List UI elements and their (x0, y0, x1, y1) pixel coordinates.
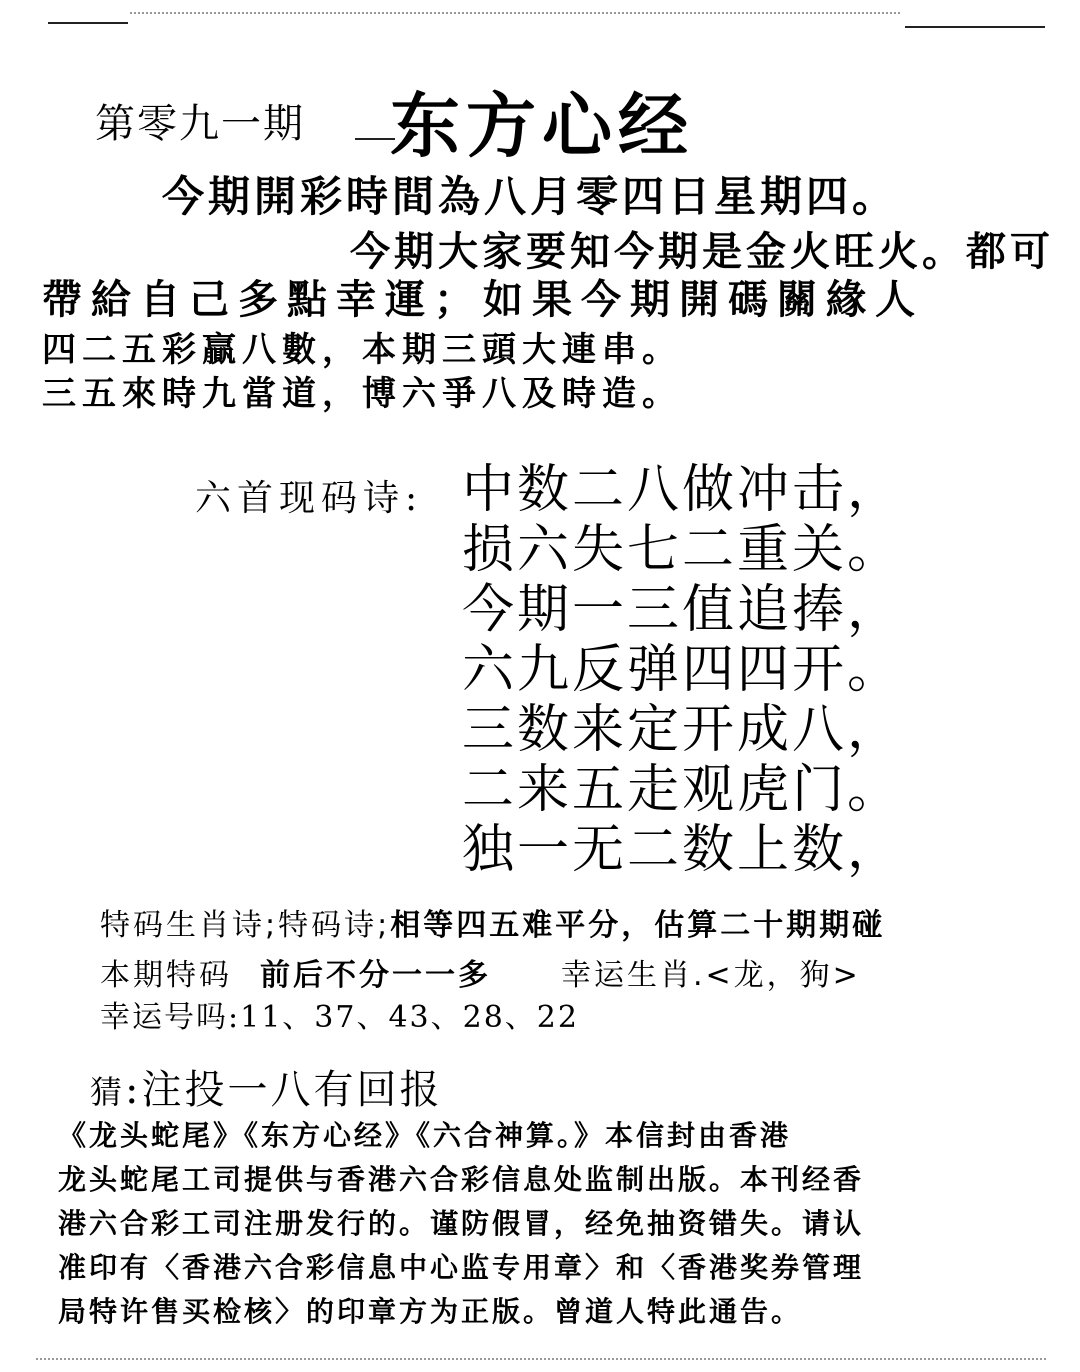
poem-line: 今期一三值追捧， (462, 580, 903, 640)
guess-label: 猜 (90, 1073, 126, 1111)
poem (462, 460, 902, 880)
intro-line-2: 今期大家要知今期是金火旺火。都可 (350, 229, 1054, 275)
guess-text: :注投一八有回报 (125, 1067, 443, 1113)
issue-number: 第零九一期 (95, 101, 305, 147)
page-title: 东方心经 (390, 85, 694, 167)
poem-line: 二来五走观虎门。 (462, 760, 903, 820)
poem-line: 三数来定开成八， (462, 700, 903, 760)
title-underline (355, 138, 395, 140)
special-poem-text: 相等四五难平分，估算二十期期碰 (390, 908, 886, 943)
top-right-rule (905, 26, 1045, 28)
bottom-dotted-border (36, 1358, 1046, 1360)
lucky-numbers-value: 11、37、43、28、22 (240, 1000, 579, 1035)
intro-line-5: 三五來時九當道，博六爭八及時造。 (42, 374, 682, 414)
special-poem-line (100, 900, 885, 944)
lucky-numbers-line (100, 992, 579, 1036)
intro-line-3: 帶給自己多點幸運；如果今期開碼關緣人 (42, 277, 924, 323)
special-code-value: 前后不分一一多 (260, 958, 491, 993)
poem-line: 六九反弹四四开。 (462, 640, 903, 700)
notice-line-1: 《龙头蛇尾》《东方心经》《六合神算。》本信封由香港 (58, 1119, 792, 1152)
poem-line: 损六失七二重关。 (462, 520, 903, 580)
notice-line-3: 港六合彩工司注册发行的。谨防假冒，经免抽资错失。请认 (58, 1207, 865, 1240)
poem-line: 中数二八做冲击， (462, 460, 903, 520)
special-code-line (100, 950, 861, 994)
notice-line-5: 局特许售买检核〉的印章方为正版。曾道人特此通告。 (58, 1295, 803, 1328)
intro-line-4: 四二五彩贏八數，本期三頭大連串。 (42, 330, 682, 370)
lucky-zodiac-value: <龙，狗> (705, 958, 861, 993)
poem-label: 六首现码诗: (195, 478, 424, 519)
special-poem-prefix: 特码生肖诗;特码诗; (100, 908, 391, 943)
top-left-rule (48, 22, 128, 24)
lucky-zodiac-label: 幸运生肖. (561, 958, 706, 993)
lucky-numbers-label: 幸运号吗: (100, 1000, 241, 1035)
special-code-label: 本期特码 (100, 958, 232, 993)
notice-line-2: 龙头蛇尾工司提供与香港六合彩信息处监制出版。本刊经香 (58, 1163, 865, 1196)
intro-line-1: 今期開彩時間為八月零四日星期四。 (162, 172, 899, 221)
guess-line (90, 1058, 443, 1115)
top-dotted-border (130, 12, 900, 14)
publisher-notice (58, 1114, 1038, 1334)
poem-line: 独一无二数上数， (462, 820, 903, 880)
notice-line-4: 准印有〈香港六合彩信息中心监专用章〉和〈香港奖券管理 (58, 1251, 865, 1284)
